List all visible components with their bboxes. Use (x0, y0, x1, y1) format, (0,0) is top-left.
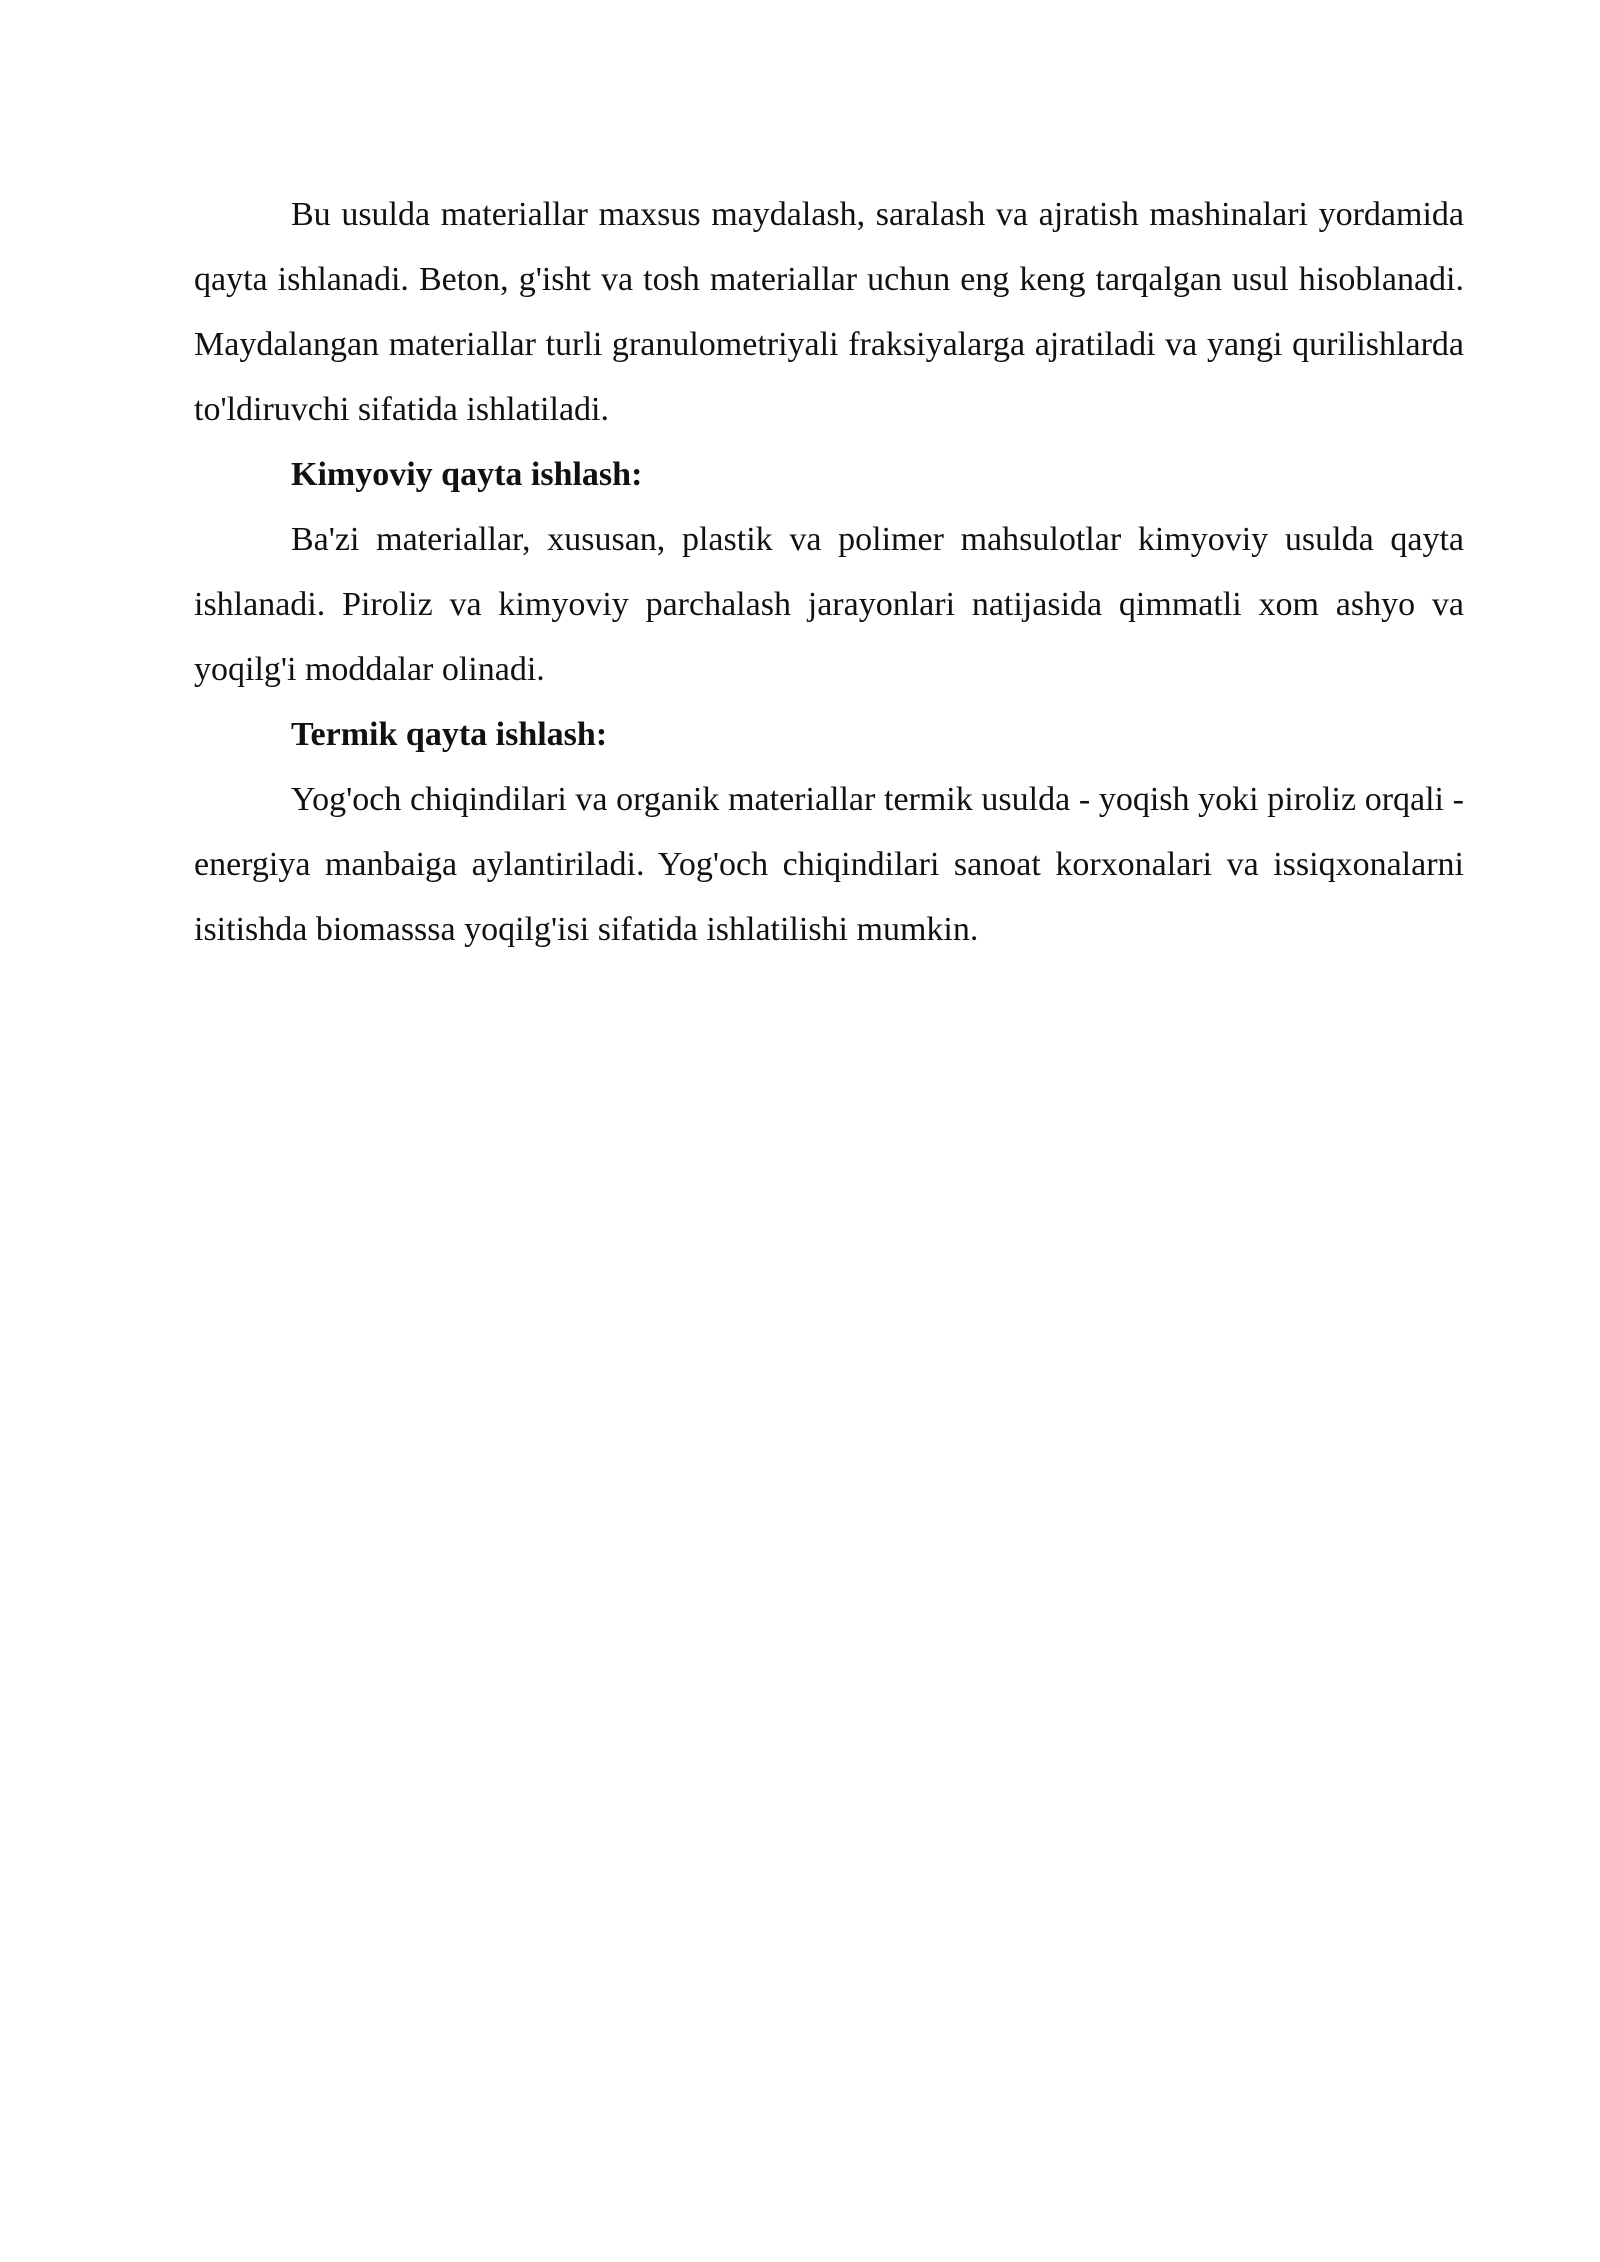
section-heading-chemical: Kimyoviy qayta ishlash: (291, 456, 643, 493)
intro-paragraph: Bu usulda materiallar maxsus maydalash, saralash va ajratish mashinalari yordamida qayta ishlanadi. Beton, g'isht va tosh materiallar uchun eng keng tarqalgan usul hisoblanadi. Maydalangan materiallar turli granulometriyali fraksiyalarga ajratiladi va yangi qurilishlarda to'ldiruvchi sifatida ishlatiladi. (194, 196, 1464, 428)
section-heading-thermal: Termik qayta ishlash: (291, 716, 608, 753)
section-body-thermal: Yog'och chiqindilari va organik materiallar termik usulda - yoqish yoki piroliz orqali - energiya manbaiga aylantiriladi. Yog'och chiqindilari sanoat korxonalari va issiqxonalarni isitishda biomasssa yoqilg'isi sifatida ishlatilishi mumkin. (194, 781, 1464, 948)
section-body-chemical: Ba'zi materiallar, xususan, plastik va polimer mahsulotlar kimyoviy usulda qayta ishlanadi. Piroliz va kimyoviy parchalash jarayonlari natijasida qimmatli xom ashyo va yoqilg'i moddalar olinadi. (194, 521, 1464, 688)
document-body (194, 182, 1464, 962)
